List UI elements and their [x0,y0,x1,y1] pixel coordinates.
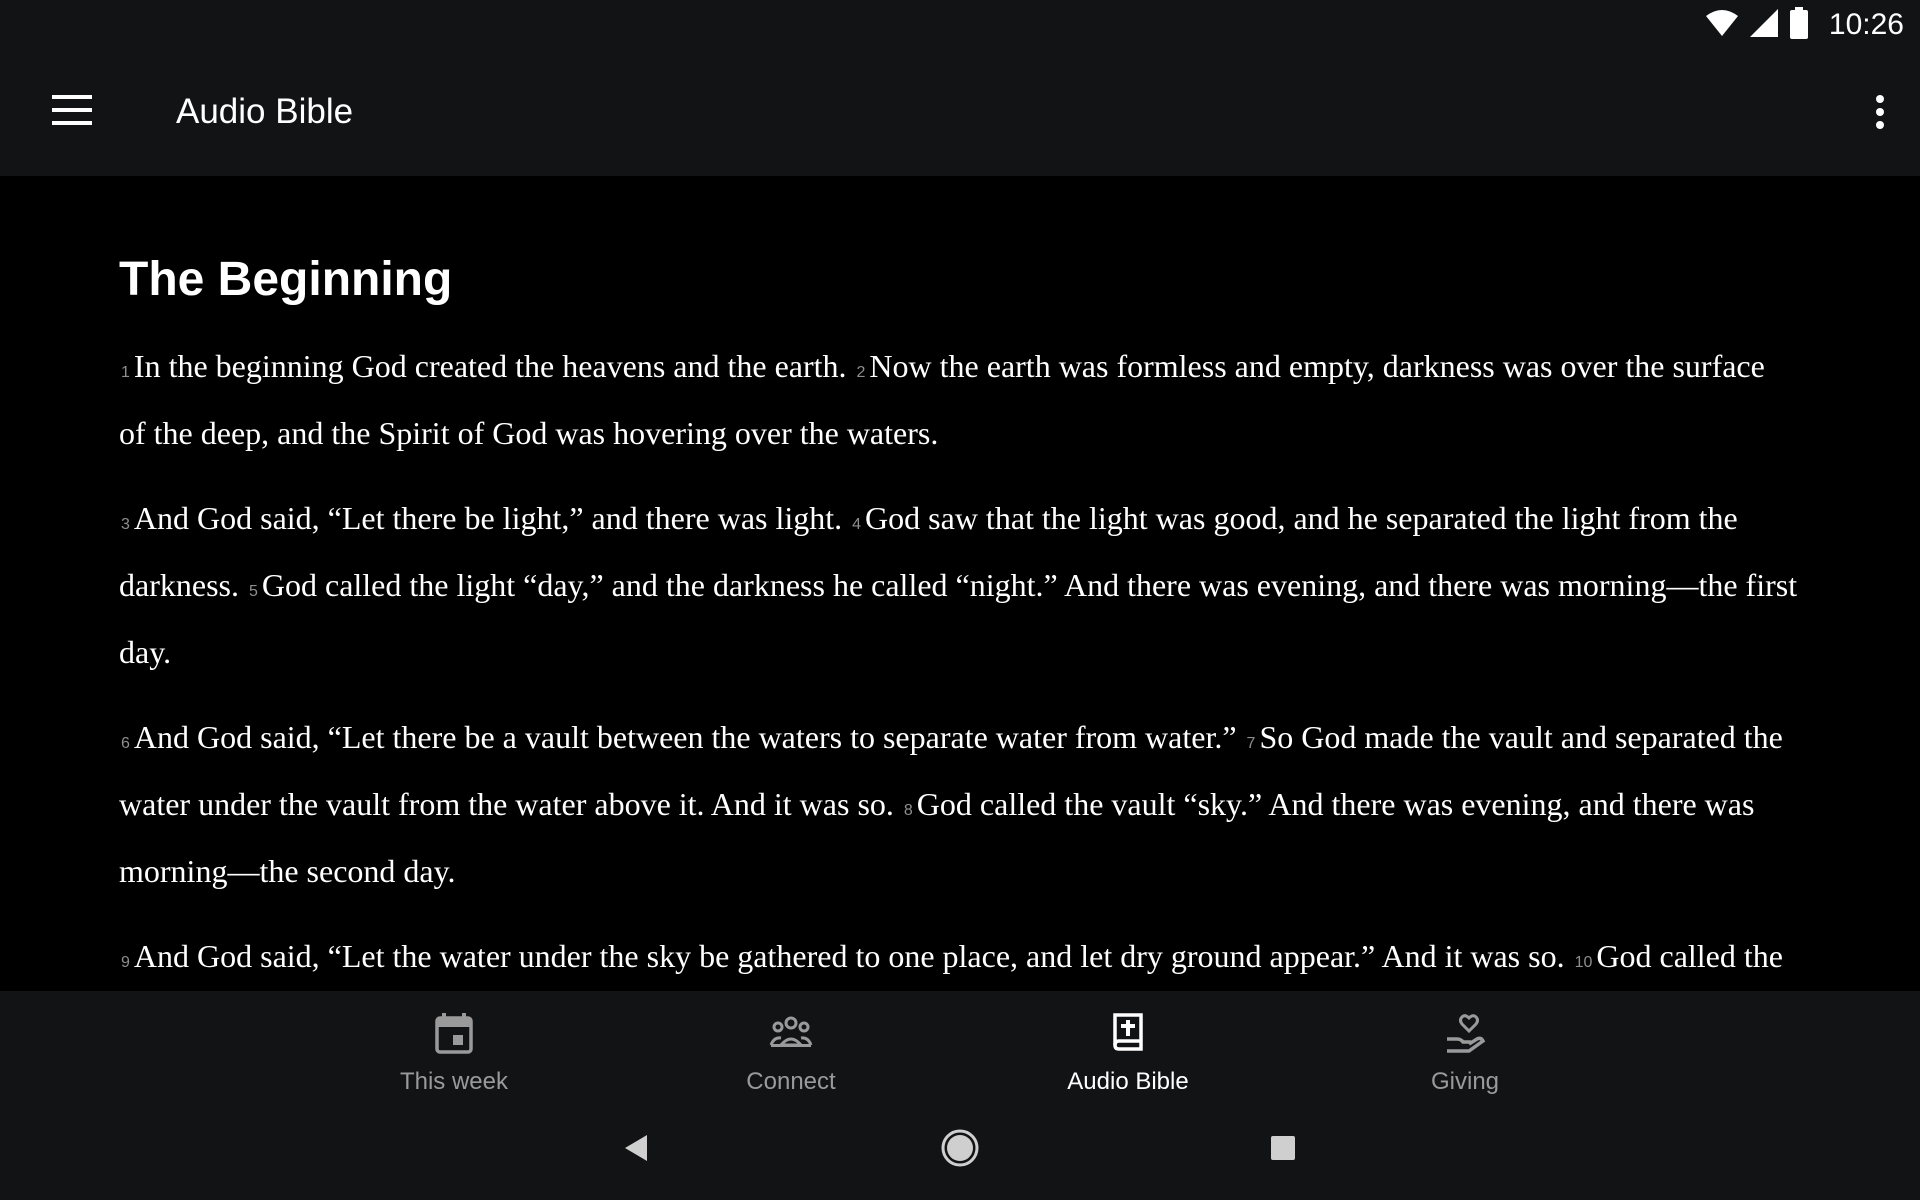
nav-label: Giving [1430,1068,1500,1095]
paragraph [119,336,1799,464]
battery-icon [1789,7,1809,44]
system-back-button[interactable] [612,1126,660,1174]
verse-text: And God said, “Let the water under the sky be gathered to one place, and let dry ground appear.” And it was so. [133,938,1565,974]
verse-text: Now the earth was formless and empty, darkness was over the surface of the deep, and the Spirit of God was hovering over the waters. [119,348,1765,451]
verse-text: God saw that the light was good, and he separated the light from the darkness. [119,500,1738,603]
verse-number: 8 [903,802,913,819]
section-title: The Beginning [119,253,453,306]
bottom-navigation [0,991,1920,1098]
verse-number: 5 [248,583,258,600]
recents-icon [1269,1134,1297,1167]
hamburger-menu-icon [52,95,92,130]
status-time: 10:26 [1828,8,1904,41]
nav-label: Connect [746,1068,836,1095]
nav-label: This week [399,1068,509,1095]
nav-item-giving[interactable] [1365,991,1565,1098]
more-vertical-icon [1875,95,1885,134]
calendar-event-icon [432,1011,476,1060]
verse-number: 6 [121,735,130,752]
app-bar [0,50,1920,176]
verse-number: 2 [856,364,866,381]
nav-item-connect[interactable] [691,991,891,1098]
wifi-icon [1705,9,1739,42]
bible-icon [1106,1011,1150,1060]
verse-text: In the beginning God created the heavens and the earth. [133,348,847,384]
menu-button[interactable] [44,90,100,134]
system-navigation-bar [0,1098,1920,1200]
nav-label: Audio Bible [1067,1068,1189,1095]
status-icons [1705,6,1904,44]
system-home-button[interactable] [936,1126,984,1174]
signal-icon [1749,8,1779,43]
group-icon [769,1011,813,1060]
giving-hand-icon [1443,1011,1487,1060]
verse-text: God called the [1596,938,1783,974]
verse-number: 10 [1574,954,1593,971]
verse-text: And God said, “Let there be a vault between the waters to separate water from water.” [133,719,1237,755]
home-icon [940,1128,980,1173]
verse-text: And God said, “Let there be light,” and there was light. [133,500,843,536]
verse-number: 9 [121,954,130,971]
paragraph [119,707,1799,902]
verse-text: God called the vault “sky.” And there was evening, and there was morning—the second day. [119,786,1755,889]
verse-number: 7 [1246,735,1256,752]
nav-item-audio-bible[interactable] [1028,991,1228,1098]
system-recents-button[interactable] [1259,1126,1307,1174]
paragraph [119,488,1799,683]
scripture-text [119,336,1799,1078]
nav-item-this-week[interactable] [354,991,554,1098]
verse-number: 4 [852,516,862,533]
verse-number: 1 [121,364,130,381]
verse-text: God called the light “day,” and the darkness he called “night.” And there was evening, and there was morning—the first day. [119,567,1798,670]
back-icon [623,1133,649,1168]
more-options-button[interactable] [1860,86,1900,142]
app-title: Audio Bible [176,92,354,131]
verse-number: 3 [121,516,130,533]
status-bar [0,0,1920,50]
scripture-content[interactable] [0,176,1920,991]
verse-text: So God made the vault and separated the water under the vault from the water above it. And it was so. [119,719,1783,822]
